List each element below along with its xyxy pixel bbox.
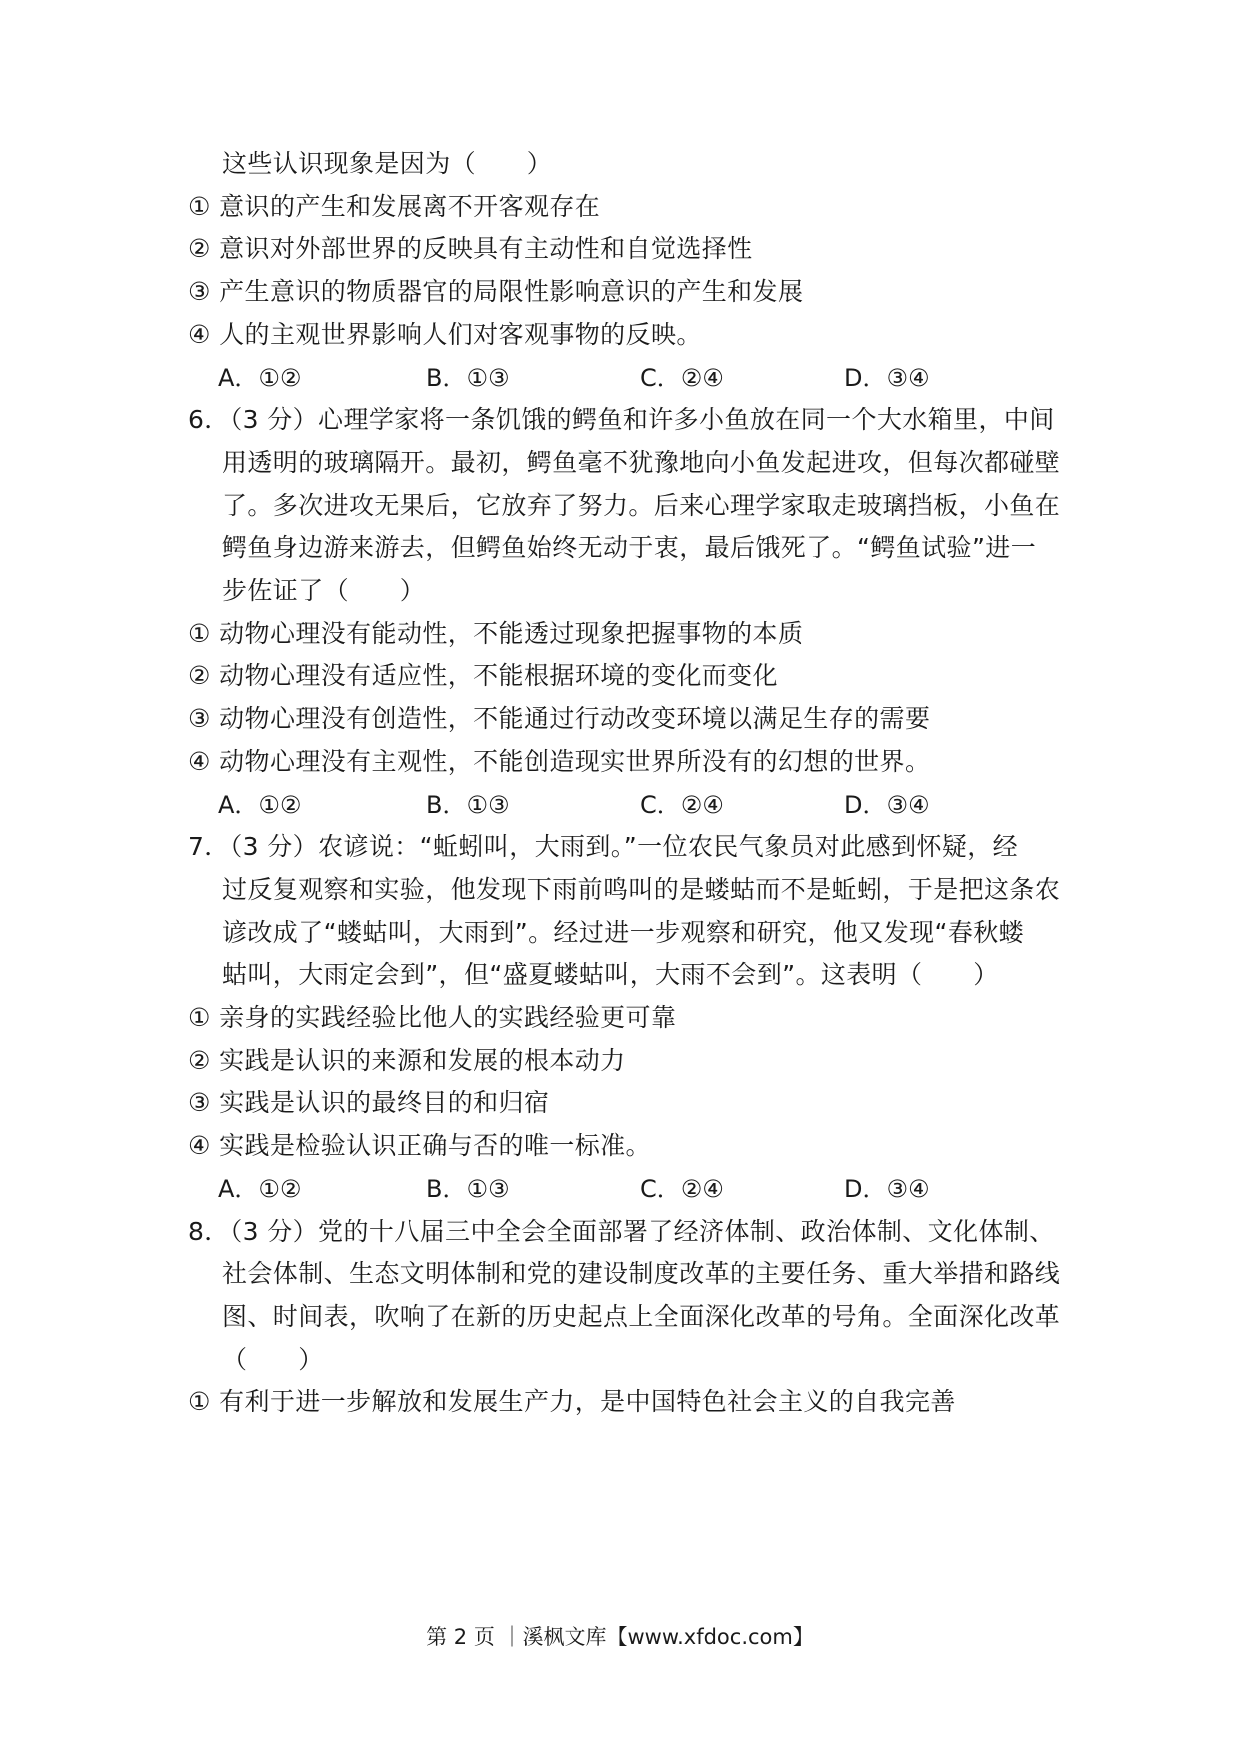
option-line: ② 实践是认识的来源和发展的根本动力 [188,1046,626,1075]
text-line: （ ） [222,1345,324,1374]
text-line: 蛄叫，大雨定会到”，但“盛夏蝼蛄叫，大雨不会到”。这表明（ ） [222,960,999,989]
text-line: 用透明的玻璃隔开。最初，鳄鱼毫不犹豫地向小鱼发起进攻，但每次都碰壁 [222,448,1061,477]
page-footer: 第 2 页 ｜溪枫文库【www.xfdoc.com】 [426,1625,814,1649]
answer-choice: D．③④ [844,364,930,392]
question-line: 7．（3 分）农谚说：“蚯蚓叫，大雨到。”一位农民气象员对此感到怀疑，经 [188,832,1019,861]
answer-choice: A．①② [218,791,302,819]
answer-choice: C．②④ [640,1175,724,1203]
option-line: ① 意识的产生和发展离不开客观存在 [188,192,601,221]
option-line: ② 意识对外部世界的反映具有主动性和自觉选择性 [188,234,753,263]
option-line: ④ 实践是检验认识正确与否的唯一标准。 [188,1131,651,1160]
answer-choice: B．①③ [426,791,510,819]
text-line: 鳄鱼身边游来游去，但鳄鱼始终无动于衷，最后饿死了。“鳄鱼试验”进一 [222,533,1037,562]
option-line: ④ 人的主观世界影响人们对客观事物的反映。 [188,320,702,349]
text-line: 这些认识现象是因为（ ） [222,149,553,178]
option-line: ② 动物心理没有适应性，不能根据环境的变化而变化 [188,661,778,690]
text-line: 社会体制、生态文明体制和党的建设制度改革的主要任务、重大举措和路线 [222,1259,1061,1288]
option-line: ① 亲身的实践经验比他人的实践经验更可靠 [188,1003,677,1032]
answer-choice: B．①③ [426,1175,510,1203]
answer-choice: C．②④ [640,364,724,392]
text-line: 过反复观察和实验，他发现下雨前鸣叫的是蝼蛄而不是蚯蚓，于是把这条农 [222,875,1061,904]
question-line: 6．（3 分）心理学家将一条饥饿的鳄鱼和许多小鱼放在同一个大水箱里，中间 [188,405,1055,434]
answer-choice: C．②④ [640,791,724,819]
option-line: ③ 产生意识的物质器官的局限性影响意识的产生和发展 [188,277,804,306]
option-line: ① 动物心理没有能动性，不能透过现象把握事物的本质 [188,619,804,648]
option-line: ① 有利于进一步解放和发展生产力，是中国特色社会主义的自我完善 [188,1387,956,1416]
text-line: 图、时间表，吹响了在新的历史起点上全面深化改革的号角。全面深化改革 [222,1302,1061,1331]
option-line: ③ 动物心理没有创造性，不能通过行动改变环境以满足生存的需要 [188,704,931,733]
text-line: 步佐证了（ ） [222,576,426,605]
answer-choice: B．①③ [426,364,510,392]
option-line: ③ 实践是认识的最终目的和归宿 [188,1088,550,1117]
text-line: 谚改成了“蝼蛄叫，大雨到”。经过进一步观察和研究，他又发现“春秋蝼 [222,918,1025,947]
answer-choice: D．③④ [844,791,930,819]
answer-choice: A．①② [218,364,302,392]
answer-choice: A．①② [218,1175,302,1203]
option-line: ④ 动物心理没有主观性，不能创造现实世界所没有的幻想的世界。 [188,747,931,776]
text-line: 了。多次进攻无果后，它放弃了努力。后来心理学家取走玻璃挡板，小鱼在 [222,491,1061,520]
question-line: 8．（3 分）党的十八届三中全会全面部署了经济体制、政治体制、文化体制、 [188,1217,1055,1246]
answer-choice: D．③④ [844,1175,930,1203]
